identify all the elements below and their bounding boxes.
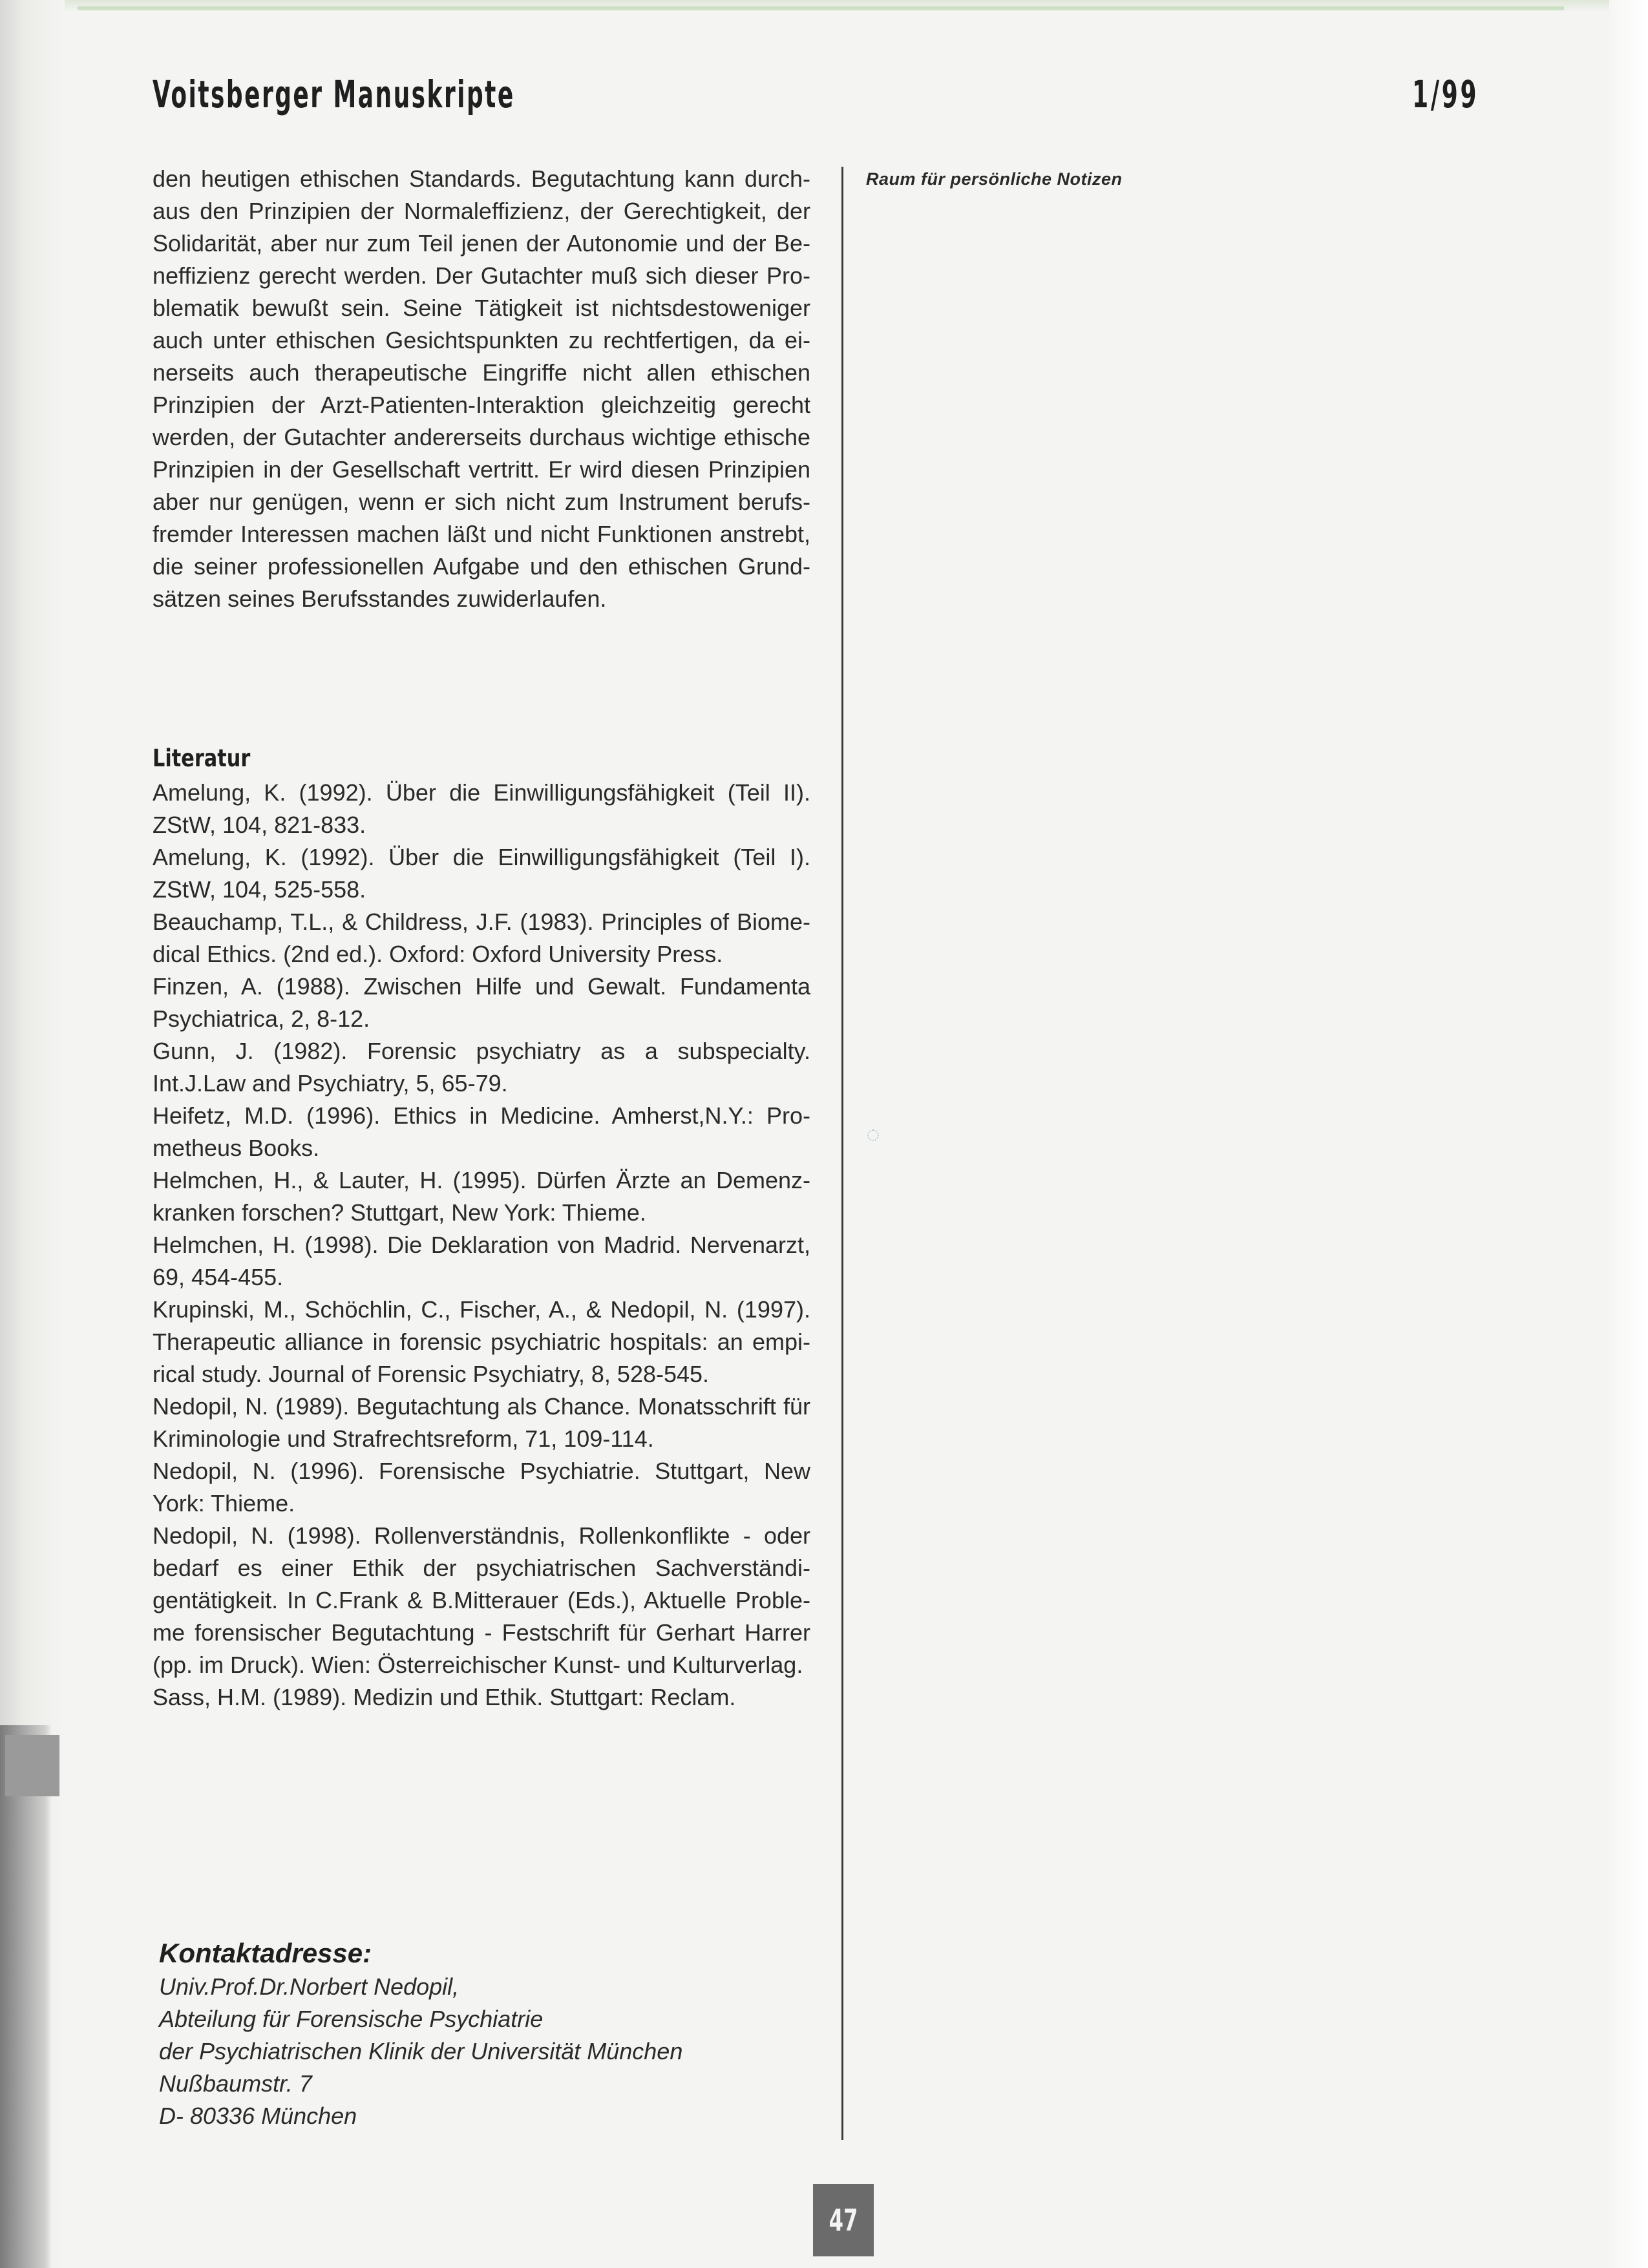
literature-heading: Literatur [153,744,251,772]
running-header-issue: 1/99 [1411,72,1479,116]
literature-entry: Finzen, A. (1988). Zwischen Hilfe und Gewalt. Fundamenta Psychiatrica, 2, 8-12. [153,973,810,1032]
main-text-column [153,163,810,615]
contact-heading: Kontaktadresse: [159,1938,372,1968]
contact-line: D- 80336 München [159,2103,357,2129]
contact-line: Univ.Prof.Dr.Norbert Nedopil, [159,1973,460,2000]
column-divider [841,167,843,2140]
contact-line: Nußbaumstr. 7 [159,2070,312,2097]
literature-entry: Krupinski, M., Schöchlin, C., Fischer, A., & Nedopil, N. (1997). Therapeutic alliance in forensic psychiatric hospitals: an empirical study. Journal of Forensic Psychiatry, 8, 528-545. [153,1296,810,1387]
contact-line: der Psychiatrischen Klinik der Universität München [159,2038,683,2064]
literature-entry: Sass, H.M. (1989). Medizin und Ethik. Stuttgart: Reclam. [153,1684,736,1710]
page-number-box [813,2184,874,2256]
page-number: 47 [829,2203,858,2238]
body-paragraph: den heutigen ethischen Standards. Begutachtung kann durchaus den Prinzipien der Normaleffizienz, der Gerechtigkeit, der Solidarität, aber nur zum Teil jenen der Autonomie und der Beneffizienz gerecht werden. Der Gutachter muß sich dieser Problematik bewußt sein. Seine Tätigkeit ist nichtsdestoweniger auch unter ethischen Gesichtspunkten zu rechtfertigen, da einerseits auch therapeutische Eingriffe nicht allen ethischen Prinzipien der Arzt-Patienten-Interaktion gleichzeitig gerecht werden, der Gutachter andererseits durchaus wichtige ethische Prinzipien in der Gesellschaft vertritt. Er wird diesen Prinzipien aber nur genügen, wenn er sich nicht zum Instrument berufsfremder Interessen machen läßt und nicht Funktionen anstrebt, die seiner professionellen Aufgabe und den ethischen Grundsätzen seines Berufsstandes zuwiderlaufen. [153,165,810,612]
literature-entry: Gunn, J. (1982). Forensic psychiatry as a subspecialty. Int.J.Law and Psychiatry, 5, 65-79. [153,1038,810,1097]
literature-entry: Nedopil, N. (1996). Forensische Psychiatrie. Stuttgart, New York: Thieme. [153,1458,810,1517]
running-header-title: Voitsberger Manuskripte [153,72,515,116]
literature-entry: Helmchen, H. (1998). Die Deklaration von Madrid. Nervenarzt, 69, 454-455. [153,1232,810,1290]
literature-entry: Helmchen, H., & Lauter, H. (1995). Dürfen Ärzte an Demenzkranken forschen? Stuttgart, New York: Thieme. [153,1167,810,1226]
scan-speck [867,1129,879,1141]
literature-entry: Amelung, K. (1992). Über die Einwilligungsfähigkeit (Teil II). ZStW, 104, 821-833. [153,779,810,838]
literature-entry: Heifetz, M.D. (1996). Ethics in Medicine. Amherst,N.Y.: Prometheus Books. [153,1102,810,1161]
scan-left-shadow [0,1725,52,2268]
notes-column-label: Raum für persönliche Notizen [866,169,1123,189]
literature-entry: Beauchamp, T.L., & Childress, J.F. (1983). Principles of Biomedical Ethics. (2nd ed.). Oxford: Oxford University Press. [153,908,810,967]
scan-top-line [78,6,1564,10]
contact-line: Abteilung für Forensische Psychiatrie [159,2006,544,2032]
literature-entry: Amelung, K. (1992). Über die Einwilligungsfähigkeit (Teil I). ZStW, 104, 525-558. [153,844,810,903]
literature-entry: Nedopil, N. (1989). Begutachtung als Chance. Monatsschrift für Kriminologie und Strafrechtsreform, 71, 109-114. [153,1393,810,1452]
scan-left-block [5,1735,59,1796]
scan-right-edge [1609,0,1648,2268]
literature-entry: Nedopil, N. (1998). Rollenverständnis, Rollenkonflikte - oder bedarf es einer Ethik der psychiatrischen Sachverständigentätigkeit. In C.Frank & B.Mitterauer (Eds.), Aktuelle Probleme forensischer Begutachtung - Festschrift für Gerhart Harrer (pp. im Druck). Wien: Österreichischer Kunst- und Kulturverlag. [153,1522,810,1678]
contact-address-block [159,1937,805,2132]
literature-list [153,777,810,1714]
